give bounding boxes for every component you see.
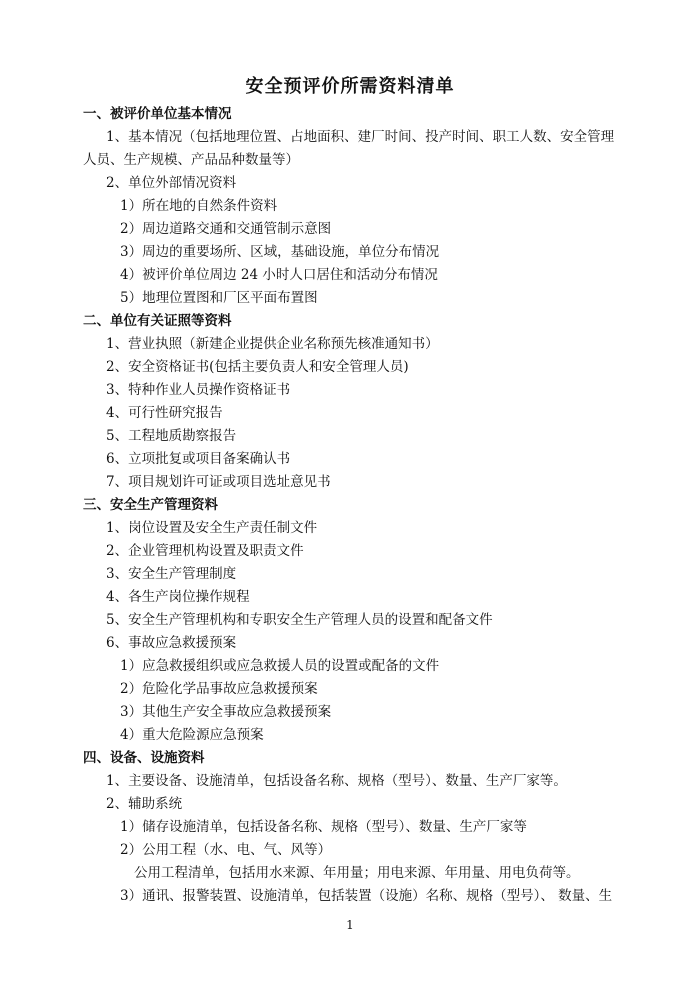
list-item: 1、基本情况（包括地理位置、占地面积、建厂时间、投产时间、职工人数、安全管理 (106, 129, 615, 145)
sub-list-item: 4）被评价单位周边 24 小时人口居住和活动分布情况 (120, 267, 438, 283)
document-title: 安全预评价所需资料清单 (245, 76, 455, 97)
list-item: 4、各生产岗位操作规程 (106, 589, 250, 605)
sub-list-item: 5）地理位置图和厂区平面布置图 (120, 290, 318, 306)
sub-list-item: 4）重大危险源应急预案 (120, 727, 264, 743)
list-item: 3、安全生产管理制度 (106, 566, 237, 582)
list-item: 6、事故应急救援预案 (106, 635, 237, 651)
list-item: 1、主要设备、设施清单，包括设备名称、规格（型号）、数量、生产厂家等。 (106, 773, 567, 789)
sub-list-item: 2）周边道路交通和交通管制示意图 (120, 221, 332, 237)
list-item: 1、营业执照（新建企业提供企业名称预先核准通知书） (106, 336, 439, 352)
list-item: 7、项目规划许可证或项目选址意见书 (106, 474, 331, 490)
list-item: 6、立项批复或项目备案确认书 (106, 451, 291, 467)
sub-list-item: 2）危险化学品事故应急救援预案 (120, 681, 318, 697)
list-item: 3、特种作业人员操作资格证书 (106, 382, 291, 398)
list-item: 5、安全生产管理机构和专职安全生产管理人员的设置和配备文件 (106, 612, 493, 628)
list-item-continuation: 人员、生产规模、产品品种数量等） (83, 152, 299, 168)
sub-list-item: 3）通讯、报警装置、设施清单，包括装置（设施）名称、规格（型号）、 数量、生 (120, 888, 613, 904)
list-item: 2、企业管理机构设置及职责文件 (106, 543, 304, 559)
sub-list-item: 1）应急救援组织或应急救援人员的设置或配备的文件 (120, 658, 440, 674)
page-number: 1 (346, 918, 354, 932)
sub-list-item: 1）储存设施清单，包括设备名称、规格（型号）、数量、生产厂家等 (120, 819, 527, 835)
list-item: 5、工程地质勘察报告 (106, 428, 237, 444)
sub-list-item: 3）其他生产安全事故应急救援预案 (120, 704, 332, 720)
list-item: 2、安全资格证书(包括主要负责人和安全管理人员) (106, 359, 409, 375)
section-heading-2: 二、单位有关证照等资料 (83, 313, 232, 329)
list-item: 4、可行性研究报告 (106, 405, 223, 421)
sub-list-item: 3）周边的重要场所、区域，基础设施，单位分布情况 (120, 244, 440, 260)
sub-list-item: 1）所在地的自然条件资料 (120, 198, 278, 214)
sub-list-item-detail: 公用工程清单，包括用水来源、年用量；用电来源、年用量、用电负荷等。 (134, 865, 580, 881)
section-heading-3: 三、安全生产管理资料 (83, 497, 218, 513)
section-heading-4: 四、设备、设施资料 (83, 750, 205, 766)
list-item: 2、辅助系统 (106, 796, 183, 812)
list-item: 1、岗位设置及安全生产责任制文件 (106, 520, 318, 536)
list-item: 2、单位外部情况资料 (106, 175, 237, 191)
sub-list-item: 2）公用工程（水、电、气、风等） (120, 842, 332, 858)
section-heading-1: 一、被评价单位基本情况 (83, 106, 232, 122)
